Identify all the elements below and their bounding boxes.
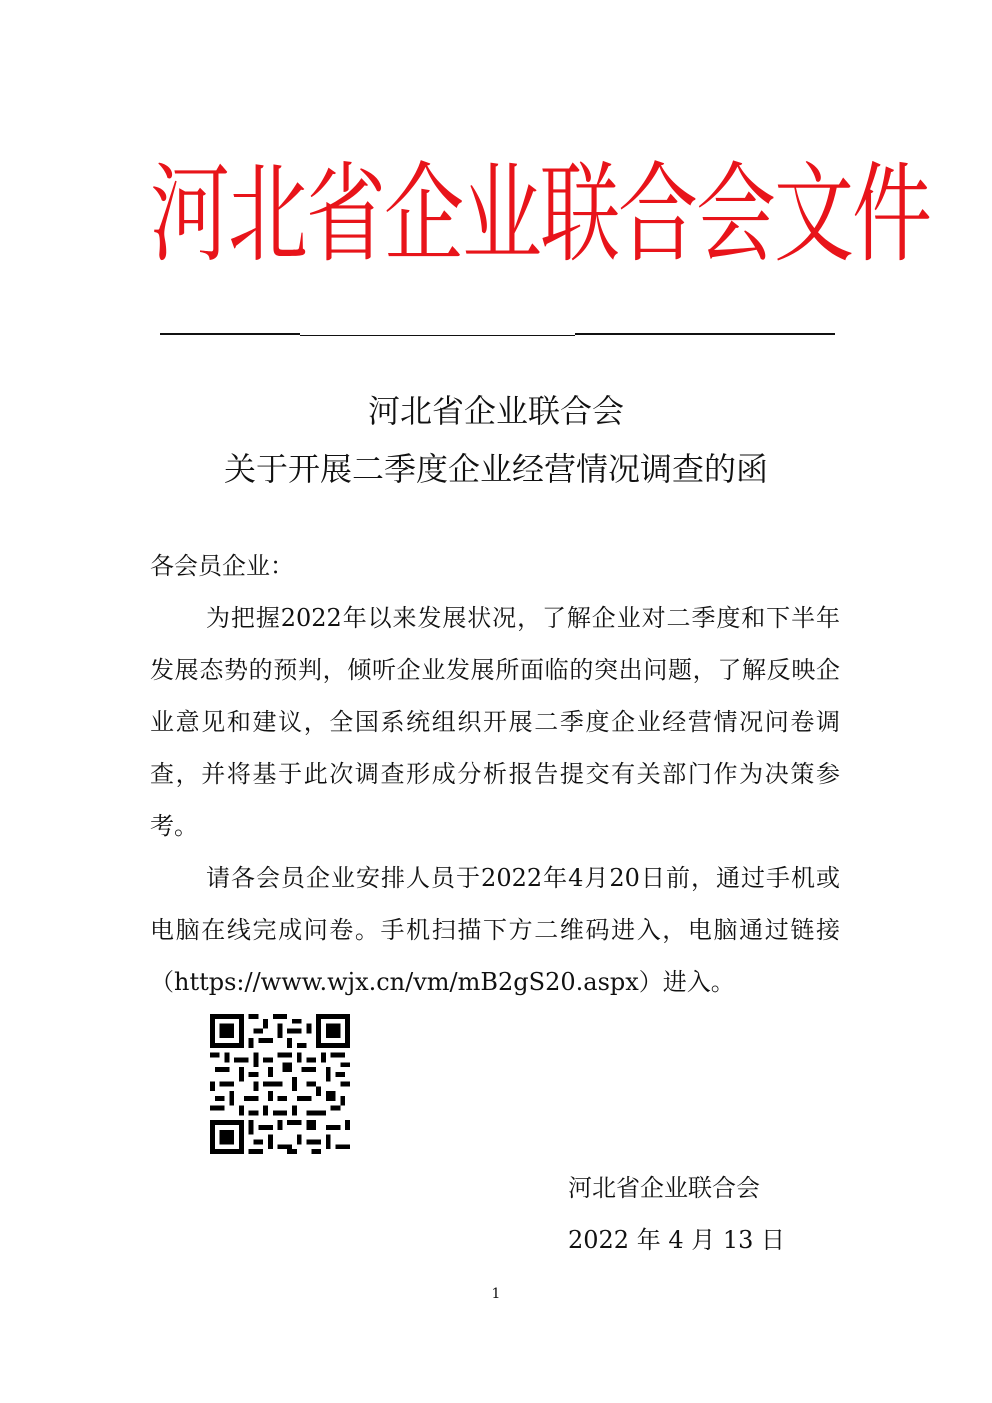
page-number: 1 (491, 1286, 501, 1302)
qr-code-icon[interactable] (210, 1014, 350, 1154)
signature-date: 2022 年 4 月 13 日 (568, 1226, 786, 1254)
paragraph-instructions: 请各会员企业安排人员于2022年4月20日前，通过手机或电脑在线完成问卷。手机扫描下方二维码进入，电脑通过链接（https://www.wjx.cn/vm/mB2gS20.aspx）进入。 (150, 864, 840, 996)
header-divider-middle (300, 335, 575, 336)
doc-title-line1: 河北省企业联合会 (367, 392, 624, 430)
signature-org: 河北省企业联合会 (568, 1174, 760, 1202)
paragraph-survey-purpose: 为把握2022年以来发展状况，了解企业对二季度和下半年发展态势的预判，倾听企业发展所面临的突出问题，了解反映企业意见和建议，全国系统组织开展二季度企业经营情况问卷调查，并将基于此次调查形成分析报告提交有关部门作为决策参考。 (150, 604, 840, 840)
header-divider-left (160, 333, 300, 335)
header-divider-right (575, 333, 835, 335)
salutation: 各会员企业： (150, 552, 294, 580)
doc-title-line2: 关于开展二季度企业经营情况调查的函 (223, 450, 768, 488)
header-org-file-title: 河北省企业联合会文件 (150, 151, 930, 278)
letter-body (150, 592, 840, 1008)
